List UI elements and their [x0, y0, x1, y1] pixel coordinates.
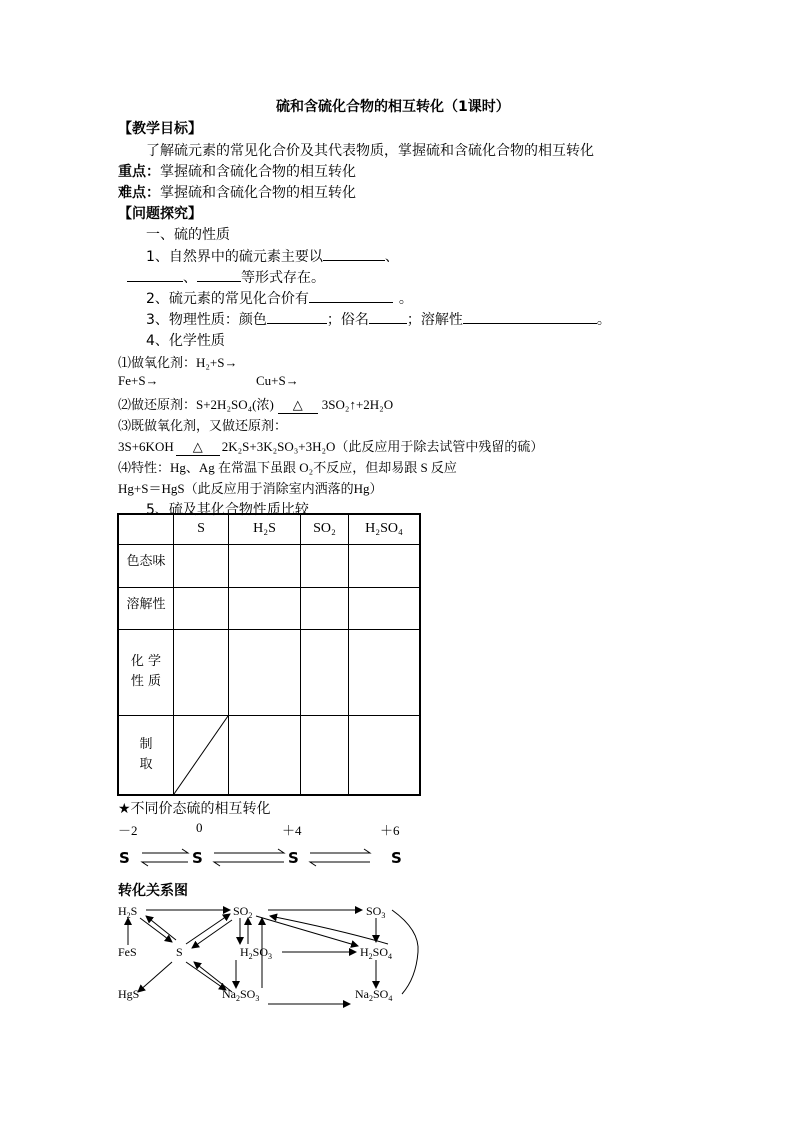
explore-header: 【问题探究】 — [118, 206, 202, 222]
separator: 、 — [384, 249, 399, 265]
header-s: S — [174, 514, 229, 544]
conversion-title: ★不同价态硫的相互转化 — [118, 801, 271, 817]
reducer-equation-left: ⑵做还原剂：S+2H₂SO₄(浓) — [118, 397, 274, 412]
arrow-s-so2 — [186, 914, 230, 944]
reducer-equation-right: 3SO₂↑+2H₂O — [321, 397, 394, 412]
arrow-s-hgs — [138, 962, 172, 992]
valence-minus2: －2 — [118, 823, 138, 838]
node-h2s: $H_2S$ — [118, 904, 138, 920]
valence-plus4: ＋4 — [282, 823, 302, 838]
question-4: 4、化学性质 — [146, 333, 225, 349]
node-na2so3: $Na_2SO_3$ — [222, 987, 260, 1003]
node-fes: FeS — [118, 945, 137, 959]
row-label-solubility: 溶解性 — [118, 587, 174, 629]
fe-reaction: Fe+S→ — [118, 373, 159, 388]
node-so2: $SO_2$ — [233, 904, 253, 920]
row-label-chemical: 化 学 性 质 — [118, 629, 174, 715]
special-property: ⑷特性：Hg、Ag 在常温下虽跟 O₂不反应，但却易跟 S 反应 — [118, 460, 457, 475]
diagram-title: 转化关系图 — [118, 883, 188, 899]
section-properties: 一、硫的性质 — [146, 227, 230, 243]
arrow-h2so4-so2 — [270, 916, 388, 944]
objectives-header: 【教学目标】 — [118, 121, 202, 137]
separator: 、 — [183, 270, 197, 286]
page-title: 硫和含硫化合物的相互转化（1课时） — [276, 99, 510, 115]
koh-equation-left: 3S+6KOH — [118, 439, 174, 454]
arrow-h2s-s — [140, 918, 172, 942]
node-s: S — [176, 945, 183, 959]
valence-0: 0 — [196, 820, 203, 835]
row-label-appearance: 色态味 — [118, 544, 174, 587]
node-na2so4: $Na_2SO_4$ — [355, 987, 393, 1003]
sulfur-plus6: S — [391, 849, 402, 867]
node-h2so4: $H_2SO_4$ — [360, 945, 393, 961]
heat-condition: △ — [278, 397, 318, 414]
question-2-text: 2、硫元素的常见化合价有 — [146, 291, 309, 307]
both-line: ⑶既做氧化剂，又做还原剂： — [118, 418, 288, 433]
solubility-label: ；溶解性 — [406, 312, 463, 328]
difficulty-label: 难点： — [118, 185, 160, 201]
arrow-na2so3-s — [194, 962, 232, 992]
header-so2: SO₂ — [301, 514, 349, 544]
sulfur-plus4: S — [288, 849, 299, 867]
key-label: 重点： — [118, 164, 160, 180]
key-text: 掌握硫和含硫化合物的相互转化 — [160, 164, 356, 180]
node-h2so3: $H_2SO_3$ — [240, 945, 273, 961]
sulfur-0: S — [192, 849, 203, 867]
arrow-so2-s — [192, 920, 232, 948]
common-name-label: ；俗名 — [326, 312, 369, 328]
node-so3: $SO_3$ — [366, 904, 386, 920]
heat-condition: △ — [176, 439, 220, 456]
koh-equation-right: 2K₂S+3K₂SO₃+3H₂O（此反应用于除去试管中残留的硫） — [221, 439, 544, 454]
node-hgs: HgS — [118, 987, 140, 1001]
arrow-so2-h2so4 — [256, 916, 358, 946]
arrow-s-na2so3 — [186, 962, 226, 990]
oxidizer-line: ⑴做氧化剂：H₂+S→ — [118, 355, 238, 370]
header-h2s: H₂S — [229, 514, 301, 544]
hg-reaction: Hg+S＝HgS（此反应用于消除室内洒落的Hg） — [118, 481, 383, 496]
bracket-h2so4-group — [392, 910, 418, 994]
row-label-preparation: 制 取 — [118, 715, 174, 795]
valence-plus6: ＋6 — [380, 823, 400, 838]
period: 。 — [596, 312, 611, 328]
period: 。 — [398, 291, 413, 307]
color-label: 3、物理性质：颜色 — [146, 312, 267, 328]
objectives-text: 了解硫元素的常见化合价及其代表物质，掌握硫和含硫化合物的相互转化 — [146, 143, 594, 159]
difficulty-text: 掌握硫和含硫化合物的相互转化 — [160, 185, 356, 201]
cu-reaction: Cu+S→ — [256, 373, 299, 388]
question-1-end: 等形式存在。 — [241, 270, 325, 286]
question-1-text: 1、自然界中的硫元素主要以 — [146, 249, 323, 265]
header-h2so4: H₂SO₄ — [349, 514, 421, 544]
arrow-s-h2s — [146, 916, 176, 940]
question-5: 5、硫及其化合物性质比较 — [146, 502, 309, 518]
sulfur-minus2: S — [119, 849, 130, 867]
